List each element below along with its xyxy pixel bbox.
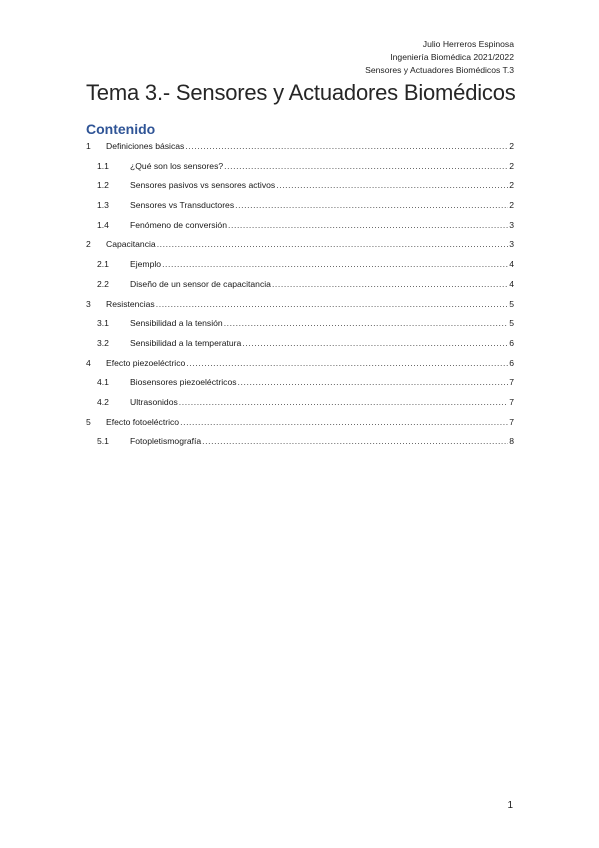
toc-entry-page: 2: [509, 200, 514, 211]
toc-entry-page: 4: [509, 278, 514, 289]
toc-entry[interactable]: [86, 277, 514, 297]
toc-entry-page: 6: [509, 357, 514, 368]
toc-entry-page: 7: [509, 377, 514, 388]
toc-dot-leader: [202, 436, 508, 446]
toc-entry-page: 5: [509, 298, 514, 309]
toc-entry[interactable]: [86, 336, 514, 356]
toc-entry-number: 1.4: [97, 219, 109, 230]
header-program: Ingeniería Biomédica 2021/2022: [390, 52, 514, 62]
toc-heading: Contenido: [86, 121, 156, 137]
toc-entry-number: 3.2: [97, 337, 109, 348]
toc-entry-label: Efecto piezoeléctrico: [106, 357, 186, 368]
toc-entry[interactable]: [86, 434, 514, 454]
toc-entry-page: 6: [509, 337, 514, 348]
toc-entry-label: Ultrasonidos: [130, 396, 178, 407]
toc-entry-number: 3.1: [97, 318, 109, 329]
toc-dot-leader: [238, 377, 509, 387]
toc-entry-number: 4: [86, 357, 91, 368]
page-header: [365, 38, 514, 77]
toc-entry-label: Sensores pasivos vs sensores activos: [130, 180, 276, 191]
toc-entry-page: 2: [509, 160, 514, 171]
toc-entry-page: 4: [509, 259, 514, 270]
toc-dot-leader: [224, 318, 509, 328]
toc-entry-number: 1.2: [97, 180, 109, 191]
toc-dot-leader: [186, 358, 508, 368]
toc-entry[interactable]: [86, 395, 514, 415]
toc-entry[interactable]: [86, 237, 514, 257]
table-of-contents: [86, 139, 514, 454]
toc-entry[interactable]: [86, 198, 514, 218]
toc-dot-leader: [272, 279, 508, 289]
toc-entry-number: 1.3: [97, 200, 109, 211]
toc-entry-label: Diseño de un sensor de capacitancia: [130, 278, 271, 289]
toc-entry[interactable]: [86, 415, 514, 435]
toc-entry-label: Sensibilidad a la tensión: [130, 318, 223, 329]
toc-dot-leader: [224, 161, 508, 171]
toc-entry-number: 2.1: [97, 259, 109, 270]
toc-entry[interactable]: [86, 139, 514, 159]
toc-entry-label: Efecto fotoeléctrico: [106, 416, 180, 427]
toc-dot-leader: [185, 141, 508, 151]
toc-dot-leader: [242, 338, 508, 348]
toc-entry-number: 4.2: [97, 396, 109, 407]
toc-entry-label: Definiciones básicas: [106, 141, 185, 151]
toc-entry-label: Biosensores piezoeléctricos: [130, 377, 237, 388]
toc-dot-leader: [162, 259, 508, 269]
toc-entry[interactable]: [86, 316, 514, 336]
toc-entry-number: 1.1: [97, 160, 109, 171]
toc-dot-leader: [228, 220, 508, 230]
toc-entry[interactable]: [86, 297, 514, 317]
toc-entry[interactable]: [86, 375, 514, 395]
toc-entry-page: 7: [509, 416, 514, 427]
toc-entry-label: Sensores vs Transductores: [130, 200, 235, 211]
toc-entry-number: 2: [86, 239, 91, 250]
toc-entry-page: 7: [509, 396, 514, 407]
header-author: Julio Herreros Espinosa: [422, 39, 514, 49]
toc-entry-page: 2: [509, 141, 514, 151]
toc-dot-leader: [276, 180, 508, 190]
toc-entry-number: 1: [86, 141, 91, 151]
toc-dot-leader: [180, 417, 508, 427]
toc-dot-leader: [235, 200, 508, 210]
toc-entry[interactable]: [86, 257, 514, 277]
toc-entry-number: 2.2: [97, 278, 109, 289]
toc-entry[interactable]: [86, 178, 514, 198]
toc-entry-label: Resistencias: [106, 298, 155, 309]
toc-entry-number: 5.1: [97, 436, 109, 447]
toc-entry-label: Sensibilidad a la temperatura: [130, 337, 242, 348]
toc-entry-label: Fenómeno de conversión: [130, 219, 227, 230]
toc-entry-number: 3: [86, 298, 91, 309]
toc-entry-label: Ejemplo: [130, 259, 162, 270]
toc-entry-label: Capacitancia: [106, 239, 156, 250]
toc-entry[interactable]: [86, 218, 514, 238]
toc-dot-leader: [156, 299, 509, 309]
toc-entry-number: 4.1: [97, 377, 109, 388]
toc-dot-leader: [157, 239, 509, 249]
toc-entry-label: Fotopletismografía: [130, 436, 202, 447]
toc-entry-page: 3: [509, 239, 514, 250]
header-course: Sensores y Actuadores Biomédicos T.3: [365, 65, 514, 75]
toc-entry-page: 3: [509, 219, 514, 230]
toc-entry-page: 2: [509, 180, 514, 191]
toc-entry-page: 5: [509, 318, 514, 329]
toc-entry-page: 8: [509, 436, 514, 447]
document-title: Tema 3.- Sensores y Actuadores Biomédicos: [86, 80, 516, 105]
page-number: 1: [507, 800, 513, 811]
toc-entry[interactable]: [86, 356, 514, 376]
toc-dot-leader: [179, 397, 508, 407]
toc-entry[interactable]: [86, 159, 514, 179]
toc-entry-number: 5: [86, 416, 91, 427]
toc-entry-label: ¿Qué son los sensores?: [130, 160, 224, 171]
